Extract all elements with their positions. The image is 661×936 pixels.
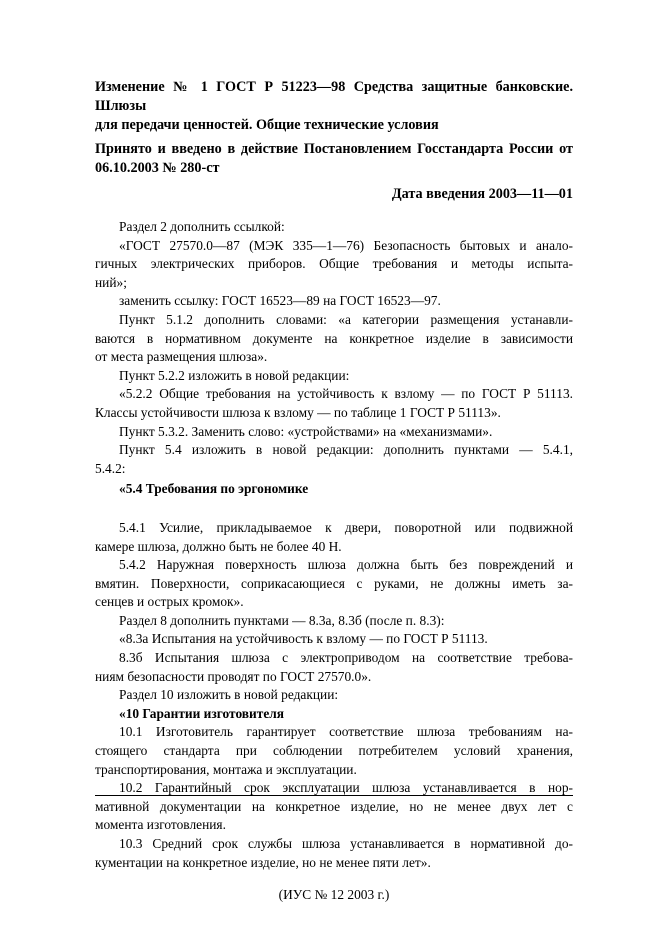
body-line: стоящего стандарта при соблюдении потребителем условий хранения, [95,743,573,759]
introduction-date: Дата введения 2003—11—01 [391,186,573,202]
title-line: для передачи ценностей. Общие технические условия [95,117,439,133]
section-heading: «10 Гарантии изготовителя [119,705,285,721]
body-line: 10.1 Изготовитель гарантирует соответствие шлюза требованиям на- [119,724,573,740]
body-line: момента изготовления. [95,817,226,833]
body-line: заменить ссылку: ГОСТ 16523—89 на ГОСТ 16523—97. [119,293,441,309]
body-line: мативной документации на конкретное изделие, но не менее двух лет с [95,798,573,814]
body-line: гичных электрических приборов. Общие требования и методы испыта- [95,256,573,272]
body-line: Раздел 10 изложить в новой редакции: [119,687,339,703]
body-line: 8.3б Испытания шлюза с электроприводом на соответствие требова- [119,650,573,666]
body-line: ниям безопасности проводят по ГОСТ 27570.0». [95,668,372,684]
body-line: Раздел 2 дополнить ссылкой: [119,219,285,234]
body-line: камере шлюза, должно быть не более 40 Н. [95,538,342,554]
body-line: 10.2 Гарантийный срок эксплуатации шлюза устанавливается в нор- [119,780,573,796]
adoption-statement [95,140,573,178]
adoption-line: Принято и введено в действие Постановлением Госстандарта России от [95,141,573,157]
body-line: Пункт 5.3.2. Заменить слово: «устройствами» на «механизмами». [119,423,493,439]
footer-divider [95,795,573,796]
document-page [95,78,573,904]
body-line: 5.4.2 Наружная поверхность шлюза должна быть без повреждений и [119,557,573,573]
body-line: 10.3 Средний срок службы шлюза устанавливается в нормативной до- [119,836,573,851]
title-line: Изменение № 1 ГОСТ Р 51223—98 Средства защитные банковские. Шлюзы [95,79,573,114]
body-line: Пункт 5.1.2 дополнить словами: «а категории размещения устанавли- [119,311,573,327]
body-line: кументации на конкретное изделие, но не менее пяти лет». [95,854,431,870]
body-line: Пункт 5.2.2 изложить в новой редакции: [119,367,350,383]
amendment-body [95,218,573,872]
body-line: ваются в нормативном документе на конкретное изделие в зависимости [95,330,573,346]
body-line: ний»; [95,274,127,290]
body-line: от места размещения шлюза». [95,349,268,365]
body-line: «ГОСТ 27570.0—87 (МЭК 335—1—76) Безопасность бытовых и анало- [119,237,573,253]
body-line: Раздел 8 дополнить пунктами — 8.3а, 8.3б (после п. 8.3): [119,612,445,628]
body-line: Пункт 5.4 изложить в новой редакции: дополнить пунктами — 5.4.1, [119,442,573,458]
body-line: 5.4.2: [95,460,126,476]
source-reference: (ИУС № 12 2003 г.) [278,887,390,903]
body-line: сенцев и острых кромок». [95,594,244,610]
amendment-title [95,78,573,135]
body-line: «8.3а Испытания на устойчивость к взлому — по ГОСТ Р 51113. [119,631,488,647]
body-line: Классы устойчивости шлюза к взлому — по таблице 1 ГОСТ Р 51113». [95,404,501,420]
section-heading: «5.4 Требования по эргономике [119,481,309,497]
body-line: транспортирования, монтажа и эксплуатации. [95,761,357,777]
body-line: 5.4.1 Усилие, прикладываемое к двери, поворотной или подвижной [119,519,573,535]
adoption-line: 06.10.2003 № 280-ст [95,160,220,176]
body-line: вмятин. Поверхности, соприкасающиеся с руками, не должны иметь за- [95,575,573,591]
body-line: «5.2.2 Общие требования на устойчивость к взлому — по ГОСТ Р 51113. [119,386,573,402]
